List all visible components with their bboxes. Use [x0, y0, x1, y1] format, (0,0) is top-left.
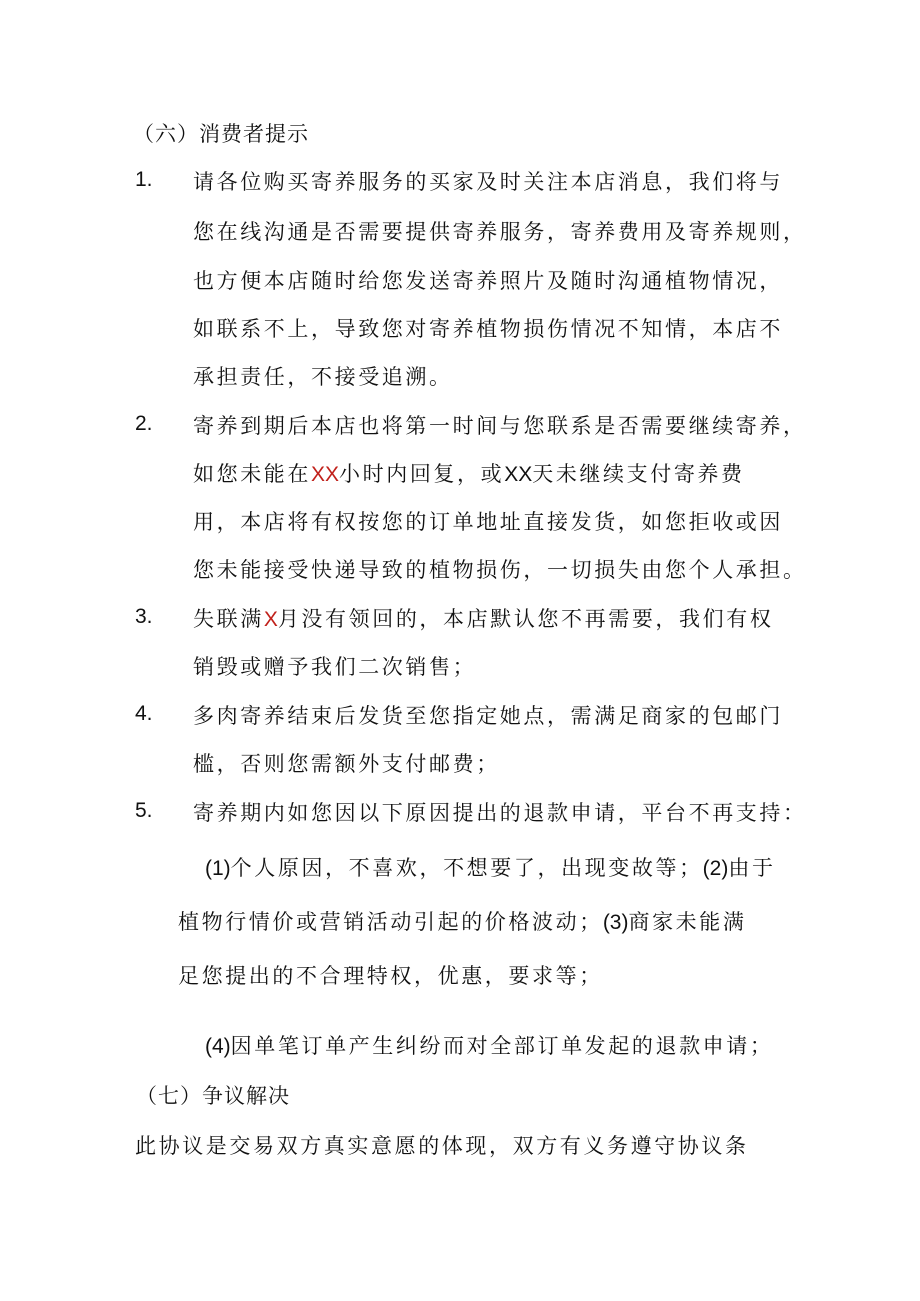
sub2-text-b: 商家未能满	[628, 910, 747, 934]
item3-line2: 销毁或赠予我们二次销售；	[193, 655, 477, 679]
dispute-paragraph: 此协议是交易双方真实意愿的体现，双方有义务遵守协议条	[135, 1134, 749, 1158]
item1-line1: 请各位购买寄养服务的买家及时关注本店消息，我们将与	[193, 170, 783, 194]
item5-line1: 寄养期内如您因以下原因提出的退款申请，平台不再支持：	[193, 801, 807, 825]
item5-sub-line4	[205, 1030, 773, 1060]
item1-line5: 承担责任，不接受追溯。	[193, 365, 453, 389]
item1-line3: 也方便本店随时给您发送寄养照片及随时沟通植物情况，	[193, 269, 783, 293]
item4-line1: 多肉寄养结束后发货至您指定她点，需满足商家的包邮门	[193, 704, 783, 728]
item2-line3: 用，本店将有权按您的订单地址直接发货，如您拒收或因	[193, 510, 783, 534]
list-number-5: 5.	[135, 799, 153, 822]
item2-line2	[193, 458, 745, 488]
item5-sub-line3: 足您提出的不合理特权，优惠，要求等；	[178, 964, 603, 988]
section-heading-dispute-resolution: （七）争议解决	[136, 1084, 290, 1108]
item2-line2-text-c: 天未继续支付寄养费	[532, 462, 745, 486]
item5-sub-line2	[178, 906, 746, 936]
item3-line1	[193, 603, 773, 633]
sub-number-1: (1)	[205, 857, 231, 880]
sub2-text: 植物行情价或营销活动引起的价格波动；	[178, 910, 603, 934]
sub1-text: 个人原因，不喜欢，不想要了，出现变故等；	[230, 856, 703, 880]
item3-line1-text-b: 月没有领回的，本店默认您不再需要，我们有权	[277, 607, 774, 631]
item2-line2-text-a: 如您未能在	[193, 462, 311, 486]
sub-number-2: (2)	[702, 857, 729, 880]
sub-number-4: (4)	[205, 1035, 231, 1058]
list-number-3: 3.	[135, 605, 153, 628]
list-number-2: 2.	[135, 412, 153, 435]
item2-line2-text-b: 小时内回复，或	[339, 462, 505, 486]
sub-number-3: (3)	[602, 911, 629, 934]
item4-line2: 槛，否则您需额外支付邮费；	[193, 752, 500, 776]
item2-days-placeholder: XX	[504, 463, 533, 486]
item1-line4: 如联系不上，导致您对寄养植物损伤情况不知情，本店不	[193, 317, 783, 341]
item5-sub-line1	[205, 852, 776, 882]
item3-line1-text-a: 失联满	[193, 607, 264, 631]
item2-hours-placeholder: XX	[311, 463, 340, 486]
list-number-4: 4.	[135, 702, 153, 725]
list-number-1: 1.	[135, 168, 153, 191]
section-heading-consumer-notice: （六）消费者提示	[133, 122, 309, 146]
item1-line2: 您在线沟通是否需要提供寄养服务，寄养费用及寄养规则，	[193, 220, 807, 244]
item3-months-placeholder: X	[263, 608, 278, 631]
sub4-text: 因单笔订单产生纠纷而对全部订单发起的退款申请；	[230, 1034, 774, 1058]
sub1-text-b: 由于	[728, 856, 776, 880]
item2-line4: 您未能接受快递导致的植物损伤，一切损失由您个人承担。	[193, 558, 807, 582]
item2-line1: 寄养到期后本店也将第一时间与您联系是否需要继续寄养，	[193, 414, 807, 438]
